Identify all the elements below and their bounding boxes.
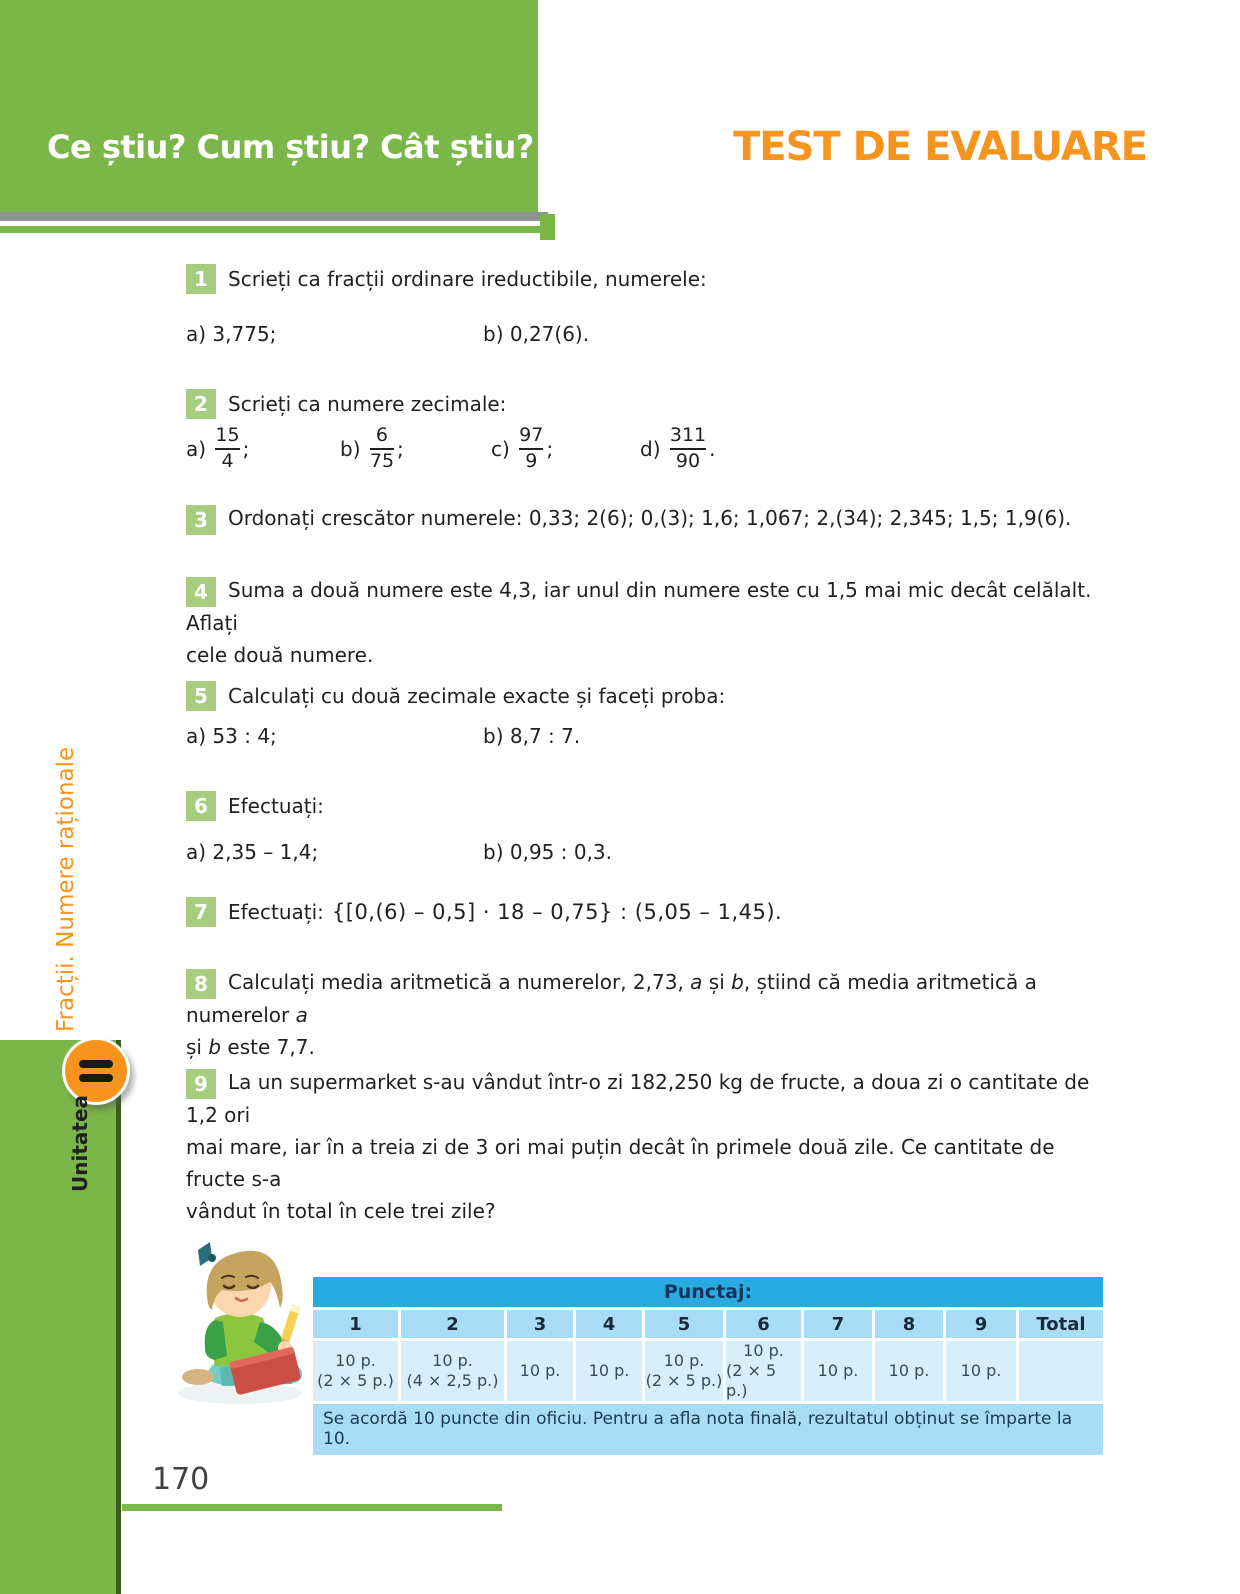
exercise-text-line: Suma a două numere este 4,3, iar unul din numere este cu 1,5 mai mic decât celălalt. Aflați [186,578,1092,635]
score-table [313,1277,1103,1455]
exercise-item: a) 53 : 4; [186,724,277,748]
exercise-item: b) 8,7 : 7. [483,724,581,748]
score-cell: 10 p. [576,1341,642,1401]
exercise-title: Efectuați: [228,794,324,818]
exercise-text-line: vândut în total în cele trei zile? [186,1198,496,1223]
exercise-9 [186,1066,1116,1227]
exercise-item: a) 3,775; [186,322,277,346]
score-cell: 10 p. (2 × 5 p.) [313,1341,398,1401]
score-table-title: Punctaj: [313,1277,1103,1307]
exercise-number-badge: 2 [186,389,216,419]
exercise-2 [186,388,1116,482]
exercise-number-badge: 4 [186,577,216,607]
score-cell: 10 p. [875,1341,943,1401]
exercise-title: Scrieți ca numere zecimale: [228,392,507,416]
score-cell: 10 p. (4 × 2,5 p.) [401,1341,504,1401]
header-underline [0,226,543,233]
fraction-item: b) $\frac{6}{75}$ ; [340,424,404,472]
exercise-number-badge: 9 [186,1069,216,1099]
score-col-header: 4 [576,1310,642,1338]
sidebar-chapter-label: Fracții. Numere raționale [53,746,79,1032]
roman-numeral-bar [79,1060,113,1068]
score-cell: 10 p. (2 × 5 p.) [726,1341,801,1401]
exercise-text-line: cele două numere. [186,642,374,667]
exercise-5 [186,680,1116,752]
sidebar-green-band [0,1040,121,1594]
exercise-text-line: La un supermarket s-au vândut într-o zi 182,250 kg de fructe, a doua zi o cantitate de 1,2 ori [186,1070,1090,1127]
exercise-title: Scrieți ca fracții ordinare ireductibile, numerele: [228,267,707,291]
fraction-item: d) $\frac{311}{90}$ . [640,424,716,472]
score-table-note: Se acordă 10 puncte din oficiu. Pentru a afla nota finală, rezultatul obținut se împarte la 10. [313,1404,1103,1455]
exercise-title: Efectuați: [228,900,324,924]
score-col-header: 1 [313,1310,398,1338]
score-col-header: 7 [804,1310,872,1338]
score-cell: 10 p. [804,1341,872,1401]
exercise-item: b) 0,27(6). [483,322,590,346]
roman-numeral-bar [79,1074,113,1082]
score-col-header: 2 [401,1310,504,1338]
score-col-header: 8 [875,1310,943,1338]
score-cell-total [1019,1341,1103,1401]
score-col-header: 3 [507,1310,573,1338]
girl-illustration [160,1230,330,1410]
exercise-number-badge: 5 [186,681,216,711]
exercise-8: 8 Calculați media aritmetică a numerelor, 2,73, a și b, știind că media aritmetică a numerelor a și b este 7,7. [186,970,1037,1059]
exercise-number-badge: 7 [186,897,216,927]
page-title: TEST DE EVALUARE [733,124,1147,170]
header-band-title: Ce știu? Cum știu? Cât știu? [47,128,534,166]
exercise-text: Ordonați crescător numerele: 0,33; 2(6); 0,(3); 1,6; 1,067; 2,(34); 2,345; 1,5; 1,9(6). [228,506,1072,530]
exercise-number-badge: 6 [186,791,216,821]
score-col-header: 6 [726,1310,801,1338]
exercise-title: Calculați cu două zecimale exacte și faceți proba: [228,684,726,708]
fraction-item: a) $\frac{15}{4}$ ; [186,424,250,472]
exercise-1 [186,263,1116,350]
score-col-header: 5 [645,1310,723,1338]
exercise-text-line: mai mare, iar în a treia zi de 3 ori mai puțin decât în primele două zile. Ce cantitate de fructe s-a [186,1134,1055,1191]
page-number: 170 [152,1462,210,1497]
header-green-band [0,0,538,212]
score-table-grid [313,1310,1103,1401]
exercise-item: b) 0,95 : 0,3. [483,840,613,864]
exercise-3 [186,502,1116,535]
score-col-header: Total [1019,1310,1103,1338]
exercise-number-badge: 3 [186,505,216,535]
exercise-4 [186,574,1116,671]
exercise-number-badge: 8 [186,969,216,999]
score-col-header: 9 [946,1310,1016,1338]
score-cell: 10 p. [507,1341,573,1401]
exercise-item: a) 2,35 – 1,4; [186,840,319,864]
header-shadow-bar [0,212,548,221]
footer-rule [122,1504,502,1511]
fraction-item: c) $\frac{97}{9}$ ; [491,424,554,472]
exercise-6 [186,790,1116,868]
exercise-7 [186,896,1116,928]
score-cell: 10 p. [946,1341,1016,1401]
sidebar-unit-label: Unitatea [68,1094,92,1192]
exercise-formula: {[0,(6) – 0,5] · 18 – 0,75} : (5,05 – 1,45). [331,900,783,924]
exercise-number-badge: 1 [186,264,216,294]
score-cell: 10 p. (2 × 5 p.) [645,1341,723,1401]
